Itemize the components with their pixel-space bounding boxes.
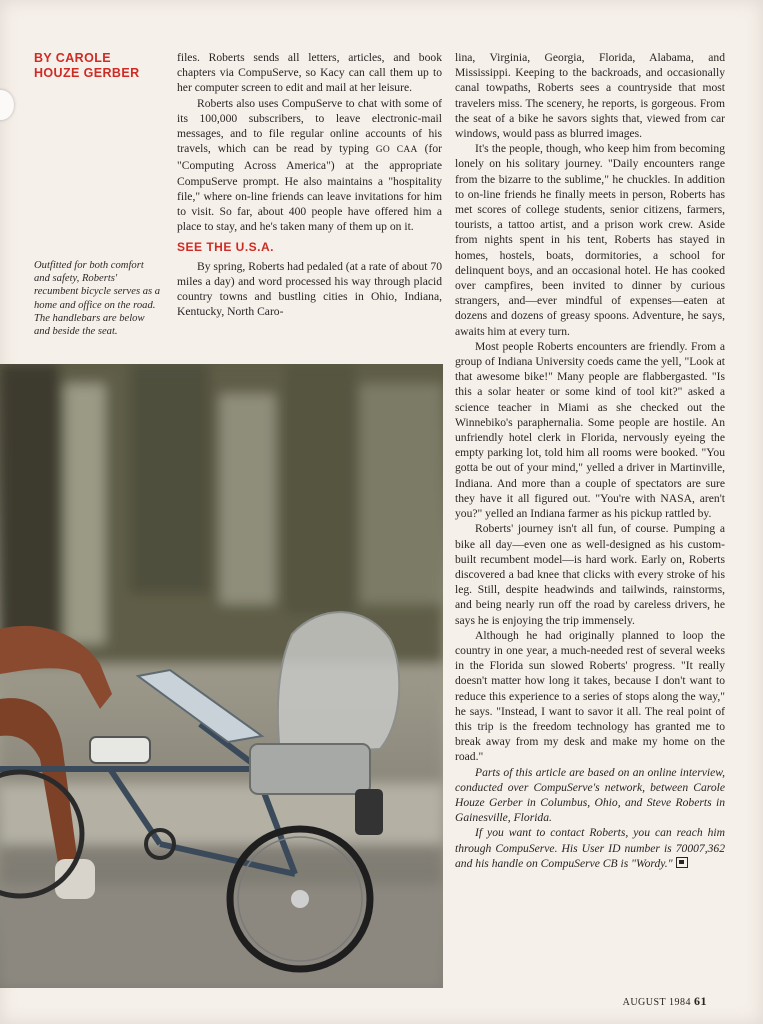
photo-caption: Outfitted for both comfort and safety, Roberts' recumbent bicycle serves as a home and office on the road. The handlebars are below and beside the seat. — [34, 260, 161, 338]
paragraph: files. Roberts sends all letters, articles, and book chapters via CompuServe, so Kacy can call them up to her computer screen to edit and mail at her leisure. — [177, 51, 442, 95]
article-column-2 — [455, 50, 725, 871]
issue-date: AUGUST 1984 — [622, 997, 691, 1008]
article-column-1 — [177, 50, 442, 319]
end-mark-icon — [676, 857, 688, 868]
section-subhead: SEE THE U.S.A. — [177, 240, 275, 255]
page-number: 61 — [694, 994, 707, 1008]
paragraph-contact — [455, 825, 725, 871]
paragraph: By spring, Roberts had pedaled (at a rate of about 70 miles a day) and word processed his way through placid country towns and bustling cities in Ohio, Indiana, Kentucky, North Caro- — [177, 259, 443, 319]
text-run: Roberts also uses CompuServe to chat with some of its 100,000 subscribers, to leave electronic-mail messages, and to file regular online accounts of his travels, which can be read by typing — [177, 96, 442, 156]
bicycle-photo — [0, 364, 443, 988]
command-text: GO CAA — [375, 145, 418, 156]
paragraph: Although he had originally planned to loop the country in one year, a much-needed rest of several weeks in the Florida sun slowed Roberts' progress. "It really doesn't matter how long it takes, because I don't want to reduce this experience to a series of stops along the way," he says. "Instead, I want to savor it all. The real point of this trip is the freedom technology has granted me to break away from my desk and make my home on the road." — [455, 628, 725, 764]
paragraph: lina, Virginia, Georgia, Florida, Alabama, and Mississippi. Keeping to the backroads, and occasionally canal towpaths, Roberts sees a countryside that most travelers miss. The scenery, he reports, is gorgeous. From the seat of a bike he savors sights that, viewed from car windows, would pass as blurred images. — [455, 51, 725, 141]
text-run: If you want to contact Roberts, you can reach him through CompuServe. His User ID number is 70007,362 and his handle on CompuServe CB is "Wordy." — [455, 826, 725, 870]
text-run: (for "Computing Across America") at the appropriate CompuServe prompt. He also maintains a "hospitality file," where on-line friends can leave invitations for him to visit. So far, about 400 people have offered him a place to stay, and he's taken many of them up on it. — [177, 142, 442, 234]
paragraph: Roberts' journey isn't all fun, of course. Pumping a bike all day—even one as well-designed as his custom-built recumbent model—is hard work. Early on, Roberts discovered a bad knee that clicks with every stroke of his leg. Still, despite headwinds and tailwinds, rainstorms, and being nearly run off the road by careless drivers, he says he is enjoying the trip immensely. — [455, 522, 725, 627]
recumbent-bicycle-illustration — [0, 364, 443, 988]
page-folio — [623, 994, 707, 1009]
paragraph: It's the people, though, who keep him from becoming lonely on his solitary journey. "Daily encounters range from the bizarre to the sublime," he chuckles. In addition to on-line friends he finally meets in person, Roberts has met scores of college students, senior citizens, farmers, tourists, a tattoo artist, and a prison work crew. Aside from nights spent in his tent, Roberts has stayed in homes, hostels, boats, dormitories, a school for delinquent boys, and an occasional hotel. He has cooked over campfires, been invited to dinner by curious strangers, and—ever mindful of expenses—eaten at dozens and dozens of greasy spoons. Adventure, he says, awaits him at every turn. — [455, 142, 725, 338]
paragraph-note: Parts of this article are based on an online interview, conducted over CompuServe's network, between Carole Houze Gerber in Columbus, Ohio, and Steve Roberts in Gainesville, Florida. — [455, 765, 725, 825]
paragraph: Most people Roberts encounters are friendly. From a group of Indiana University coeds came the yell, "Look at that awesome bike!" Many people are flabbergasted. "Is this a solar heater or some kind of tool kit?" asked a science teacher in Miami as she checked out the Winnebiko's paraphernalia. Some people are hostile. An unfriendly hotel clerk in Florida, nervously eyeing the empty parking lot, told him all rooms were booked. "You gotta be out of your mind," yelled a driver in Martinville, Indiana. And more than a couple of spectators are sure they have it all figured out. "You're with NASA, aren't you?" yelled an Indiana farmer as his pickup rattled by. — [455, 339, 725, 521]
paragraph — [177, 96, 442, 235]
byline: BY CAROLE HOUZE GERBER — [34, 51, 140, 80]
binder-hole — [0, 90, 14, 120]
